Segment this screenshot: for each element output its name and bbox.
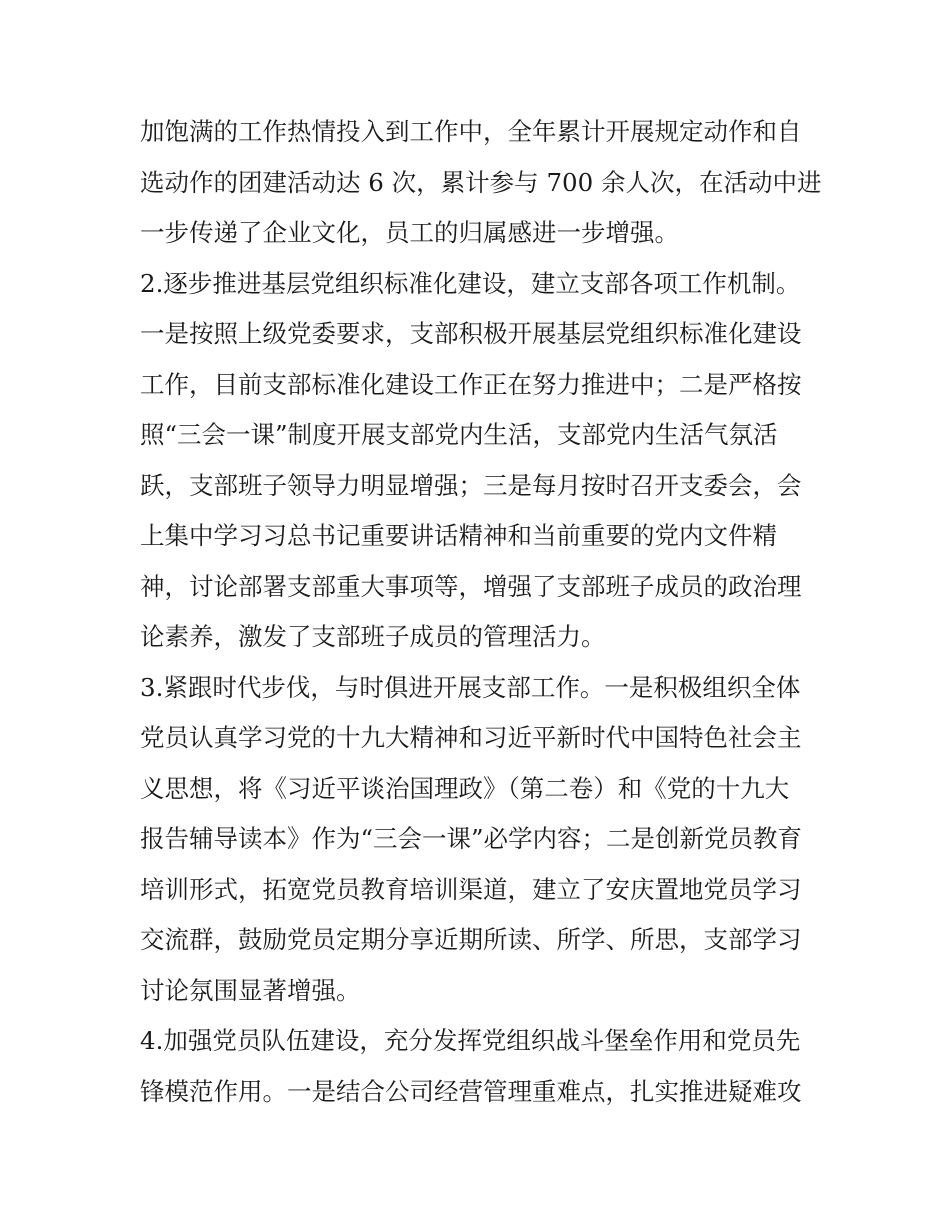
section-heading-4: 4.加强党员队伍建设，充分发挥党组织战斗堡垒作用和党员先: [140, 1026, 801, 1055]
body-text: [140, 107, 820, 1117]
text-line: 工作，目前支部标准化建设工作正在努力推进中；二是严格按: [140, 369, 802, 399]
text-line: 党员认真学习党的十九大精神和习近平新时代中国特色社会主: [140, 723, 802, 752]
section-heading-2: 2.逐步推进基层党组织标准化建设，建立支部各项工作机制。: [140, 268, 801, 298]
text-line: 一步传递了企业文化，员工的归属感进一步增强。: [140, 218, 679, 247]
text-line: 照“三会一课”制度开展支部党内生活，支部党内生活气氛活: [140, 420, 778, 449]
text-line: 加饱满的工作热情投入到工作中，全年累计开展规定动作和自: [140, 117, 802, 146]
text-line: 神，讨论部署支部重大事项等，增强了支部班子成员的政治理: [140, 571, 802, 601]
text-line: 选动作的团建活动达 6 次，累计参与 700 余人次，在活动中进: [140, 167, 822, 197]
text-line: 上集中学习习总书记重要讲话精神和当前重要的党内文件精: [140, 521, 777, 550]
text-line: 讨论氛围显著增强。: [140, 975, 361, 1005]
section-heading-3: 3.紧跟时代步伐，与时俱进开展支部工作。一是积极组织全体: [140, 672, 801, 702]
text-line: 交流群，鼓励党员定期分享近期所读、所学、所思，支部学习: [140, 925, 802, 954]
text-line: 培训形式，拓宽党员教育培训渠道，建立了安庆置地党员学习: [140, 874, 802, 904]
text-line: 论素养，激发了支部班子成员的管理活力。: [140, 622, 606, 651]
text-line: 义思想，将《习近平谈治国理政》（第二卷）和《党的十九大: [140, 773, 790, 803]
text-line: 报告辅导读本》作为“三会一课”必学内容；二是创新党员教育: [140, 824, 803, 853]
text-line: 一是按照上级党委要求，支部积极开展基层党组织标准化建设: [140, 319, 802, 348]
text-line: 锋模范作用。一是结合公司经营管理重难点，扎实推进疑难攻: [140, 1076, 802, 1106]
text-line: 跃，支部班子领导力明显增强；三是每月按时召开支委会，会: [140, 470, 802, 500]
